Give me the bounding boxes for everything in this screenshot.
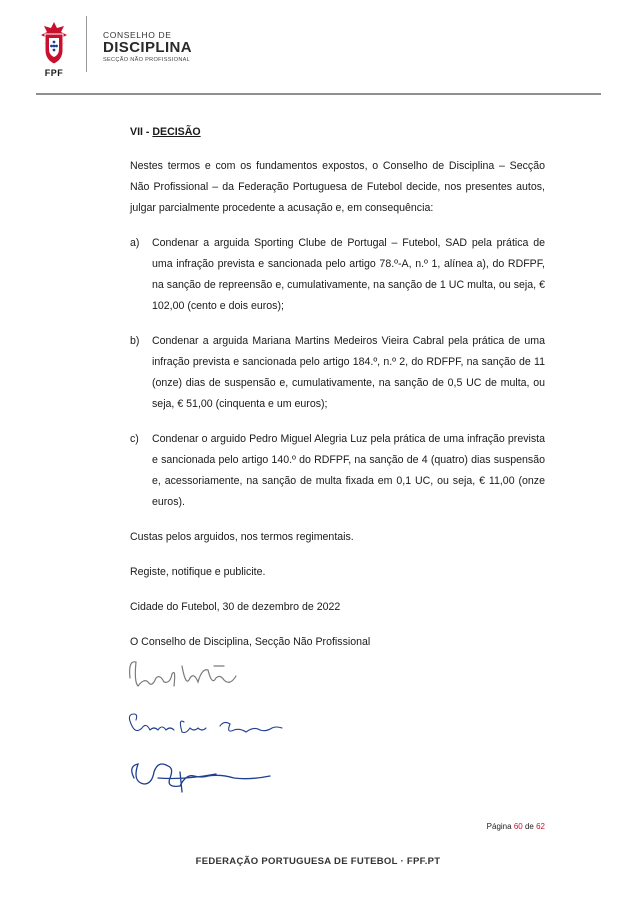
fpf-logo (34, 20, 74, 82)
register-line: Registe, notifique e publicite. (130, 566, 266, 578)
list-item (130, 233, 545, 317)
list-marker: b) (130, 335, 140, 347)
list-item-text: Condenar a arguida Mariana Martins Medeiros Vieira Cabral pela prática de uma infração prevista e sancionada pelo artigo 184.º, n.º 2, do RDFPF, na sanção de 11 (onze) dias de suspensão e, cumulativamente, na sanção de 0,5 UC de multa, ou seja, € 51,00 (cinquenta e um euros); (152, 335, 545, 410)
handwritten-signatures (124, 648, 404, 808)
section-title: DECISÃO (152, 126, 201, 138)
council-line-1: CONSELHO DE (103, 30, 172, 40)
list-item (130, 429, 545, 513)
list-marker: c) (130, 433, 139, 445)
fpf-crest-icon (34, 20, 74, 68)
signature-2 (129, 714, 282, 733)
page-number (487, 822, 545, 831)
list-item-text: Condenar o arguido Pedro Miguel Alegria Luz pela prática de uma infração prevista e sancionada pelo artigo 140.º do RDFPF, na sanção de 4 (quatro) dias suspensão e, acessoriamente, na sanção de multa fixada em 0,1 UC, ou seja, € 11,00 (onze euros). (152, 433, 545, 508)
page-of: de (524, 822, 534, 831)
place-date-line: Cidade do Futebol, 30 de dezembro de 2022 (130, 601, 341, 613)
org-abbreviation: FPF (44, 68, 64, 78)
list-marker: a) (130, 237, 140, 249)
council-line-3: SECÇÃO NÃO PROFISSIONAL (103, 57, 191, 63)
page-total: 62 (536, 822, 545, 831)
page-current: 60 (513, 822, 523, 831)
section-heading (130, 122, 545, 143)
list-item (130, 331, 545, 415)
header-divider (86, 16, 87, 72)
costs-line: Custas pelos arguidos, nos termos regimentais. (130, 531, 354, 543)
page-header (0, 0, 636, 96)
decision-list (130, 233, 545, 513)
signatory-line: O Conselho de Disciplina, Secção Não Profissional (130, 636, 371, 648)
council-line-2: DISCIPLINA (103, 39, 193, 56)
header-rule (36, 93, 601, 95)
section-prefix: VII - (130, 126, 153, 138)
list-item-text: Condenar a arguida Sporting Clube de Portugal – Futebol, SAD pela prática de uma infração prevista e sancionada pelo artigo 78.º-A, n.º 1, alínea a), do RDFPF, na sanção de repreensão e, cumulativamente, na sanção de 1 UC multa, ou seja, € 102,00 (cento e dois euros); (152, 237, 545, 312)
footer-brand: FEDERAÇÃO PORTUGUESA DE FUTEBOL · FPF.PT (195, 856, 441, 867)
signature-1 (130, 662, 236, 686)
document-body (130, 122, 545, 653)
signature-3 (132, 764, 270, 792)
page-label: Página (486, 822, 512, 831)
intro-text: Nestes termos e com os fundamentos expostos, o Conselho de Disciplina – Secção Não Profissional – da Federação Portuguesa de Futebol decide, nos presentes autos, julgar parcialmente procedente a acusação e, em consequência: (130, 160, 545, 214)
council-brand (103, 30, 192, 64)
intro-paragraph (130, 156, 545, 219)
signatures (124, 648, 404, 808)
